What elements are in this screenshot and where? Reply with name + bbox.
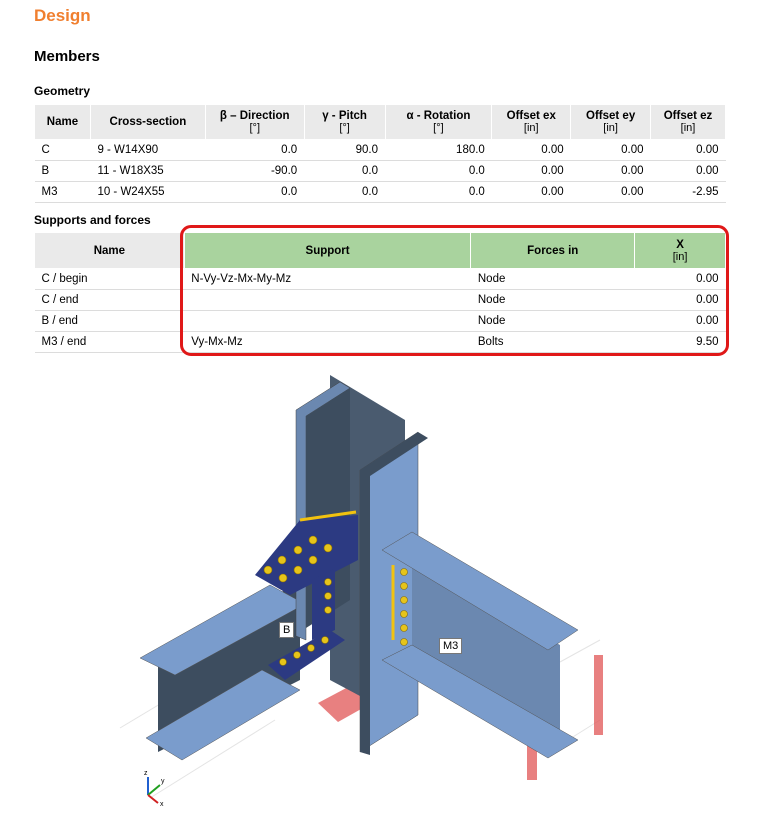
support-name-cell: M3 / end	[35, 332, 185, 353]
cross-section-cell: 10 - W24X55	[90, 182, 205, 203]
geometry-header-cell: Name	[35, 105, 91, 140]
fin-plate	[312, 568, 335, 640]
geometry-header-cell: β – Direction [°]	[205, 105, 304, 140]
geometry-header-cell: Offset ey [in]	[571, 105, 651, 140]
member-name-cell: M3	[35, 182, 91, 203]
bolt	[401, 625, 408, 632]
supports-heading: Supports and forces	[34, 213, 151, 227]
table-row	[35, 140, 726, 161]
supports-header-row	[35, 233, 726, 269]
bolt	[325, 579, 332, 586]
offset-ez-cell: 0.00	[651, 161, 726, 182]
offset-ey-cell: 0.00	[571, 182, 651, 203]
table-row	[35, 182, 726, 203]
cross-section-cell: 11 - W18X35	[90, 161, 205, 182]
geometry-table	[34, 104, 726, 203]
supports-header-cell: Name	[35, 233, 185, 269]
supports-table	[34, 232, 726, 353]
rotation-cell: 180.0	[385, 140, 492, 161]
axis-y-label: y	[161, 778, 165, 785]
offset-ex-cell: 0.00	[492, 140, 571, 161]
support-marker-m3-far	[594, 655, 603, 735]
forces-in-cell: Bolts	[471, 332, 635, 353]
offset-ey-cell: 0.00	[571, 161, 651, 182]
bolt	[308, 645, 315, 652]
x-position-cell: 0.00	[635, 290, 726, 311]
geometry-header-cell: α - Rotation [°]	[385, 105, 492, 140]
member-label-m3: M3	[439, 638, 462, 654]
axis-triad-icon	[144, 770, 165, 808]
bolt	[280, 659, 287, 666]
bolt	[309, 536, 317, 544]
bolt	[322, 637, 329, 644]
forces-in-cell: Node	[471, 290, 635, 311]
geometry-header-cell: Offset ez [in]	[651, 105, 726, 140]
bolt	[325, 593, 332, 600]
forces-in-cell: Node	[471, 311, 635, 332]
geometry-header-row	[35, 105, 726, 140]
supports-header-cell: Support	[184, 233, 471, 269]
axis-x-label: x	[160, 801, 164, 808]
geometry-header-cell: Offset ex [in]	[492, 105, 571, 140]
direction-cell: -90.0	[205, 161, 304, 182]
members-heading: Members	[34, 48, 100, 65]
bolt	[294, 652, 301, 659]
cross-section-cell: 9 - W14X90	[90, 140, 205, 161]
x-position-cell: 9.50	[635, 332, 726, 353]
geometry-header-cell: Cross-section	[90, 105, 205, 140]
bolt	[401, 569, 408, 576]
bolt	[324, 544, 332, 552]
bolt	[294, 546, 302, 554]
support-type-cell	[184, 290, 471, 311]
bolt	[279, 574, 287, 582]
geometry-header-cell: γ - Pitch [°]	[304, 105, 385, 140]
offset-ez-cell: -2.95	[651, 182, 726, 203]
bolt	[264, 566, 272, 574]
support-name-cell: C / begin	[35, 269, 185, 290]
offset-ey-cell: 0.00	[571, 140, 651, 161]
bolt	[401, 639, 408, 646]
bolt	[309, 556, 317, 564]
direction-cell: 0.0	[205, 182, 304, 203]
design-heading: Design	[34, 6, 91, 25]
rotation-cell: 0.0	[385, 161, 492, 182]
table-row	[35, 161, 726, 182]
table-row	[35, 269, 726, 290]
member-label-b: B	[279, 622, 294, 638]
offset-ex-cell: 0.00	[492, 161, 571, 182]
geometry-heading: Geometry	[34, 84, 91, 98]
bolt	[401, 597, 408, 604]
bolt	[278, 556, 286, 564]
support-type-cell	[184, 311, 471, 332]
bolt	[294, 566, 302, 574]
table-row	[35, 332, 726, 353]
bolt	[401, 583, 408, 590]
member-name-cell: B	[35, 161, 91, 182]
rotation-cell: 0.0	[385, 182, 492, 203]
direction-cell: 0.0	[205, 140, 304, 161]
table-row	[35, 311, 726, 332]
support-name-cell: B / end	[35, 311, 185, 332]
x-position-cell: 0.00	[635, 269, 726, 290]
support-type-cell: N-Vy-Vz-Mx-My-Mz	[184, 269, 471, 290]
table-row	[35, 290, 726, 311]
supports-header-cell: Forces in	[471, 233, 635, 269]
forces-in-cell: Node	[471, 269, 635, 290]
offset-ex-cell: 0.00	[492, 182, 571, 203]
support-type-cell: Vy-Mx-Mz	[184, 332, 471, 353]
bolt	[325, 607, 332, 614]
axis-z-label: z	[144, 770, 148, 777]
pitch-cell: 90.0	[304, 140, 385, 161]
x-position-cell: 0.00	[635, 311, 726, 332]
pitch-cell: 0.0	[304, 161, 385, 182]
member-name-cell: C	[35, 140, 91, 161]
supports-header-cell: X [in]	[635, 233, 726, 269]
pitch-cell: 0.0	[304, 182, 385, 203]
support-name-cell: C / end	[35, 290, 185, 311]
offset-ez-cell: 0.00	[651, 140, 726, 161]
bolt	[401, 611, 408, 618]
connection-3d-model[interactable]	[110, 365, 630, 810]
